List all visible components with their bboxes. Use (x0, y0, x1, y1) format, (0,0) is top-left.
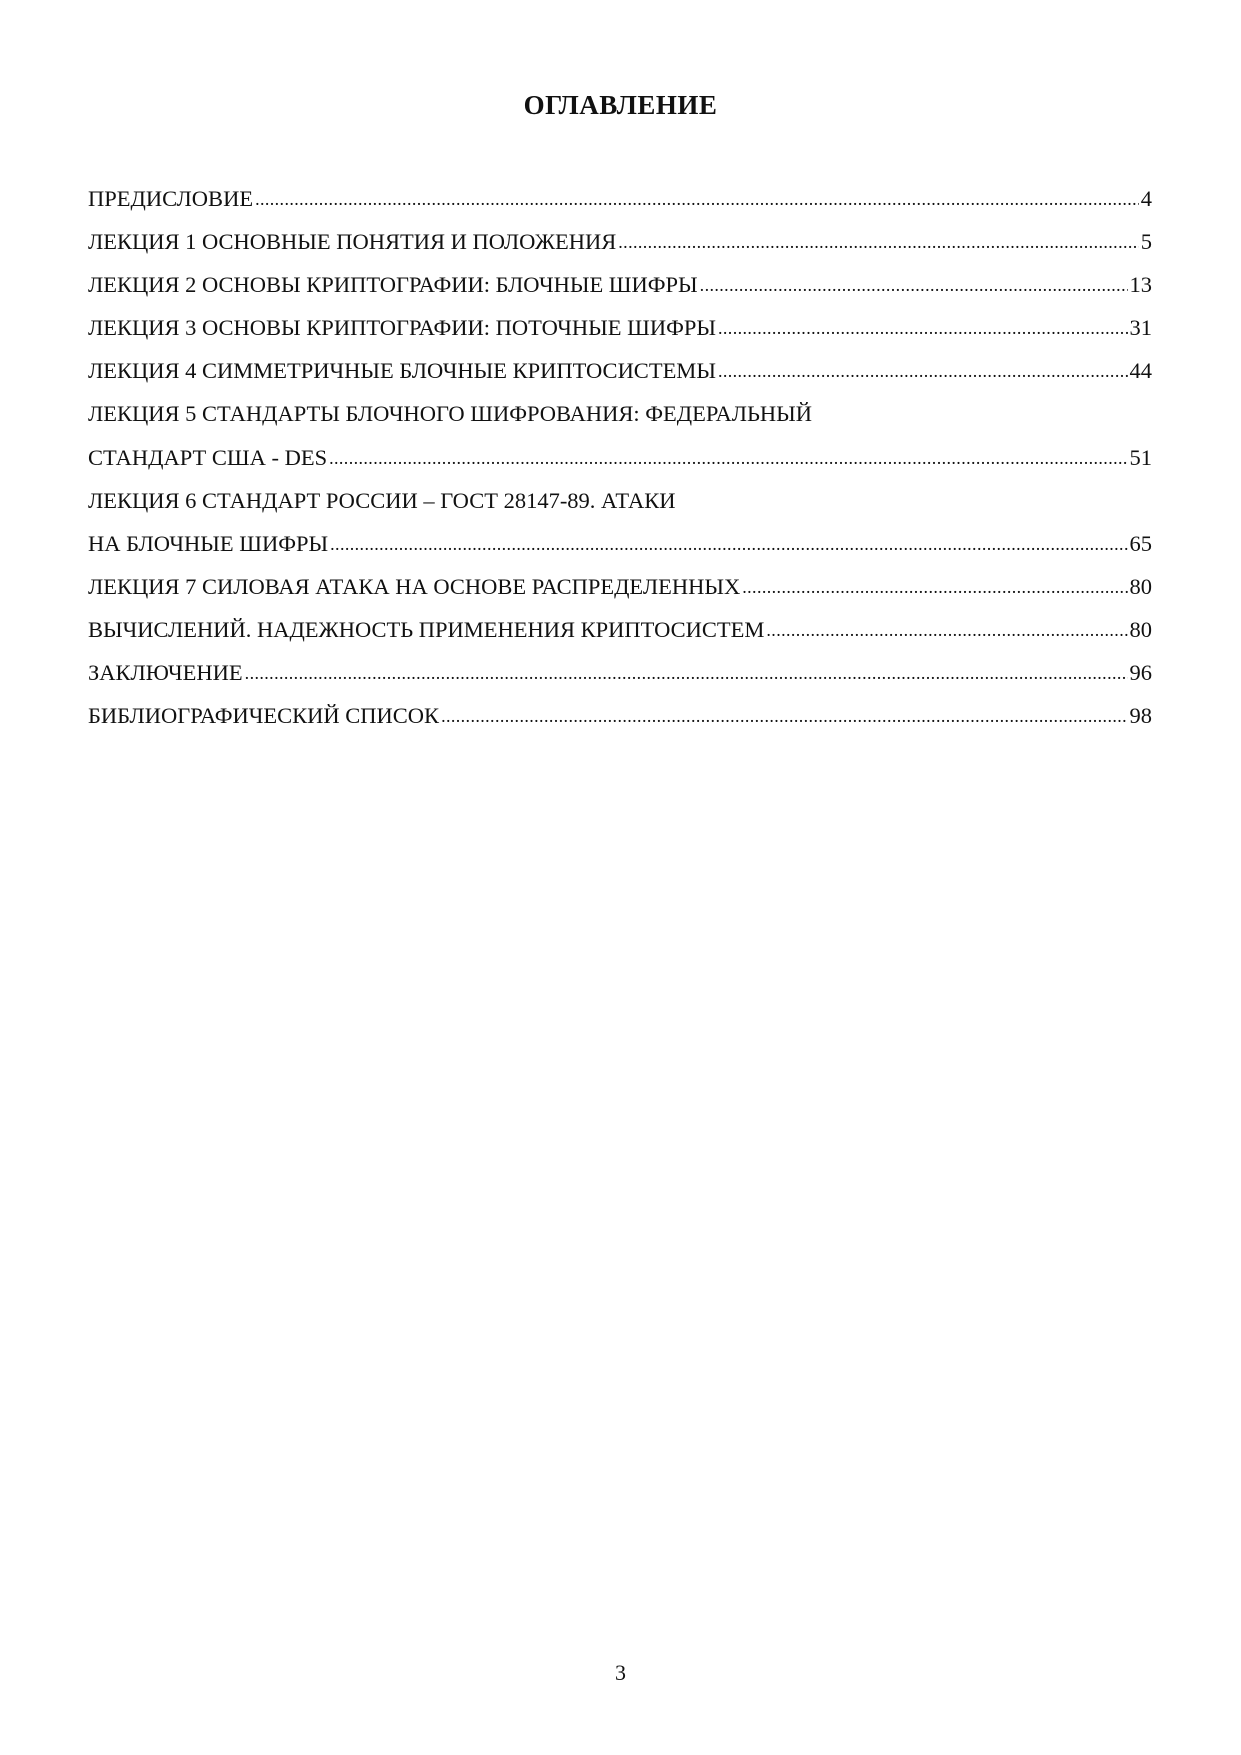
toc-entry-label: ЛЕКЦИЯ 1 ОСНОВНЫЕ ПОНЯТИЯ И ПОЛОЖЕНИЯ (88, 229, 617, 255)
toc-entry-label: ЗАКЛЮЧЕНИЕ (88, 660, 243, 686)
toc-dot-leader (718, 314, 1128, 340)
toc-dot-leader (329, 444, 1127, 470)
toc-entry-page: 80 (1129, 616, 1152, 642)
toc-entry-label: СТАНДАРТ США - DES (88, 444, 328, 470)
toc-entry-page: 44 (1129, 358, 1152, 384)
page-number: 3 (615, 1660, 626, 1685)
toc-dot-leader (330, 530, 1127, 556)
toc-entry-label: ЛЕКЦИЯ 3 ОСНОВЫ КРИПТОГРАФИИ: ПОТОЧНЫЕ ШИФРЫ (88, 315, 716, 341)
toc-entry[interactable] (88, 401, 1152, 444)
toc-entry-page: 5 (1140, 229, 1152, 255)
toc-entry[interactable] (88, 315, 1152, 358)
toc-entry-label: БИБЛИОГРАФИЧЕСКИЙ СПИСОК (88, 703, 440, 729)
toc-entry[interactable] (88, 229, 1152, 272)
toc-entry-label: ЛЕКЦИЯ 4 СИММЕТРИЧНЫЕ БЛОЧНЫЕ КРИПТОСИСТЕМЫ (88, 358, 716, 384)
toc-entry-page: 96 (1129, 660, 1152, 686)
toc-entry-page: 65 (1129, 530, 1152, 556)
toc-dot-leader (766, 616, 1127, 642)
toc-entry-label: ЛЕКЦИЯ 2 ОСНОВЫ КРИПТОГРАФИИ: БЛОЧНЫЕ ШИФРЫ (88, 272, 698, 298)
toc-dot-leader (700, 271, 1128, 297)
toc-title: ОГЛАВЛЕНИЕ (523, 90, 718, 120)
toc-entry-label: ВЫЧИСЛЕНИЙ. НАДЕЖНОСТЬ ПРИМЕНЕНИЯ КРИПТОСИСТЕМ (88, 616, 765, 642)
toc-dot-leader (718, 357, 1128, 383)
toc-entry-page: 13 (1129, 272, 1152, 298)
toc-dot-leader (441, 702, 1127, 728)
toc-dot-leader (618, 228, 1138, 254)
toc-entry[interactable] (88, 488, 1152, 531)
toc-entry[interactable] (88, 660, 1152, 703)
toc-entry[interactable] (88, 531, 1152, 574)
toc-entry[interactable] (88, 358, 1152, 401)
toc-dot-leader (255, 185, 1139, 211)
toc-entry-label: ПРЕДИСЛОВИЕ (88, 186, 254, 211)
table-of-contents (88, 186, 1152, 746)
toc-entry-label: ЛЕКЦИЯ 6 СТАНДАРТ РОССИИ – ГОСТ 28147-89. АТАКИ (88, 487, 676, 513)
toc-entry-page: 51 (1129, 444, 1152, 470)
toc-entry-label: ЛЕКЦИЯ 5 СТАНДАРТЫ БЛОЧНОГО ШИФРОВАНИЯ: ФЕДЕРАЛЬНЫЙ (88, 401, 813, 427)
toc-entry-label: НА БЛОЧНЫЕ ШИФРЫ (88, 530, 329, 556)
toc-entry[interactable] (88, 574, 1152, 617)
toc-entry-page: 80 (1129, 573, 1152, 599)
toc-entry[interactable] (88, 445, 1152, 488)
toc-dot-leader (245, 659, 1128, 685)
toc-entry-page: 31 (1129, 315, 1152, 341)
toc-entry[interactable] (88, 186, 1152, 229)
toc-entry[interactable] (88, 272, 1152, 315)
toc-dot-leader (742, 573, 1127, 599)
toc-entry-page: 4 (1140, 186, 1152, 211)
toc-entry-page: 98 (1129, 703, 1152, 729)
toc-entry[interactable] (88, 703, 1152, 746)
toc-entry-label: ЛЕКЦИЯ 7 СИЛОВАЯ АТАКА НА ОСНОВЕ РАСПРЕДЕЛЕННЫХ (88, 573, 741, 599)
toc-entry[interactable] (88, 617, 1152, 660)
